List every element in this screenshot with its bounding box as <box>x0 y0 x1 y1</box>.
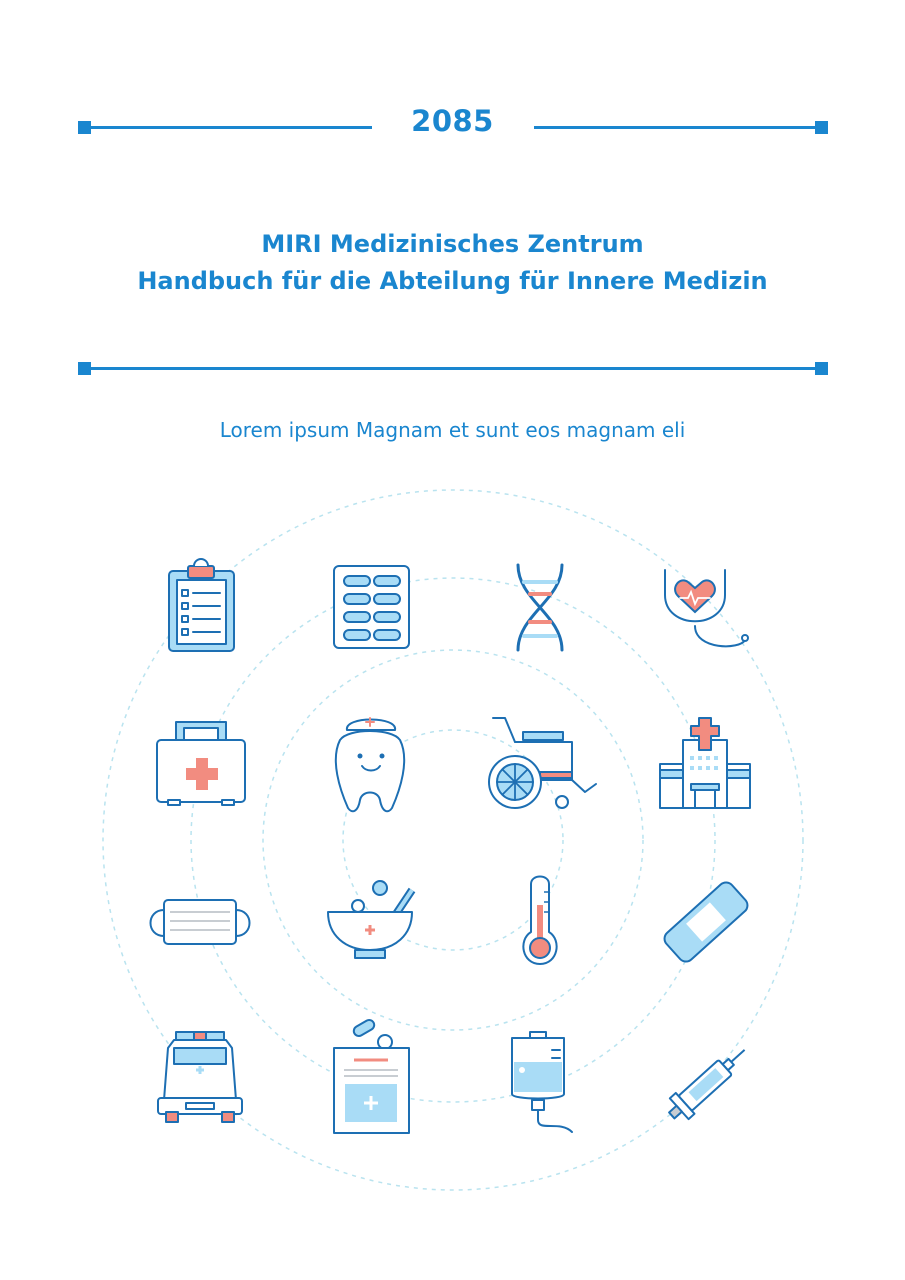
title-line-1: MIRI Medizinisches Zentrum <box>261 230 644 258</box>
mid-rule-right-square <box>815 362 828 375</box>
top-rule-right <box>534 126 819 129</box>
mortar-pestle-icon <box>328 881 412 958</box>
year-label: 2085 <box>411 104 494 138</box>
bandage-icon <box>661 879 750 965</box>
thermometer-icon <box>523 877 556 965</box>
subtitle: Lorem ipsum Magnam et sunt eos magnam eli <box>219 418 686 442</box>
hospital-building-icon <box>660 718 750 808</box>
dna-icon <box>518 565 562 650</box>
mid-rule <box>88 367 819 370</box>
ambulance-icon <box>158 1032 242 1122</box>
medicine-box-icon <box>334 1018 409 1133</box>
tooth-nurse-icon <box>336 718 404 811</box>
syringe-icon <box>662 1039 754 1125</box>
face-mask-icon <box>151 900 250 944</box>
document-title <box>40 226 865 300</box>
pill-blister-icon <box>334 566 409 648</box>
clipboard-icon <box>169 559 234 651</box>
stethoscope-icon <box>665 570 748 646</box>
top-rule-left <box>88 126 372 129</box>
title-line-2: Handbuch für die Abteilung für Innere Medizin <box>137 267 768 295</box>
first-aid-kit-icon <box>157 722 245 805</box>
medical-icons-illustration <box>0 470 905 1230</box>
iv-drip-icon <box>512 1032 572 1132</box>
top-rule-right-square <box>815 121 828 134</box>
wheelchair-icon <box>489 718 596 808</box>
